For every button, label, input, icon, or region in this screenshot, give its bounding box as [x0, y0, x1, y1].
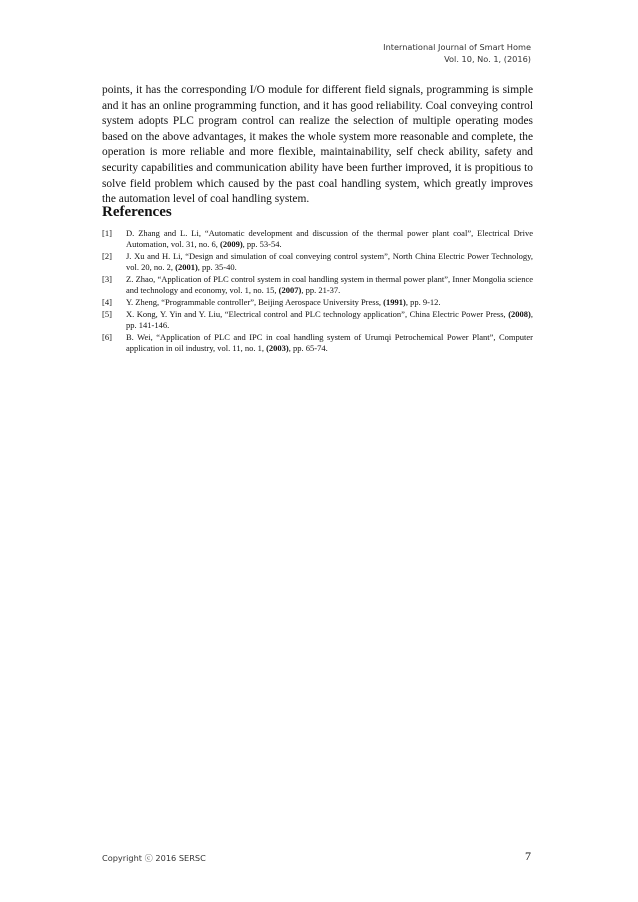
- reference-text: J. Xu and H. Li, “Design and simulation of coal conveying control system”, North China Electric Power Technology, vol. 20, no. 2, (2001), pp. 35-40.: [126, 251, 533, 272]
- running-header: [383, 41, 531, 65]
- reference-number: [1]: [102, 228, 112, 238]
- reference-item: [102, 297, 533, 308]
- reference-year: (2001): [175, 262, 198, 272]
- reference-number: [3]: [102, 274, 112, 284]
- reference-item: [102, 228, 533, 250]
- reference-text: D. Zhang and L. Li, “Automatic development and discussion of the thermal power plant coal”, Electrical Drive Automation, vol. 31, no. 6, (2009), pp. 53-54.: [126, 228, 533, 249]
- reference-item: [102, 332, 533, 354]
- journal-title: International Journal of Smart Home: [383, 42, 531, 52]
- copyright-notice: Copyright ⓒ 2016 SERSC: [102, 853, 206, 863]
- reference-number: [2]: [102, 251, 112, 261]
- reference-number: [4]: [102, 297, 112, 307]
- reference-text: Z. Zhao, “Application of PLC control system in coal handling system in thermal power plant”, Inner Mongolia science and technology and economy, vol. 1, no. 15, (2007), pp. 21-37.: [126, 274, 533, 295]
- journal-volume: Vol. 10, No. 1, (2016): [444, 54, 531, 64]
- reference-text: X. Kong, Y. Yin and Y. Liu, “Electrical control and PLC technology application”, China Electric Power Press, (2008), pp. 141-146.: [126, 309, 533, 330]
- reference-year: (1991): [383, 297, 406, 307]
- page-number: 7: [525, 849, 531, 863]
- reference-number: [5]: [102, 309, 112, 319]
- reference-list: [102, 228, 533, 355]
- reference-item: [102, 251, 533, 273]
- reference-year: (2003): [266, 343, 289, 353]
- reference-year: (2009): [219, 239, 243, 249]
- reference-number: [6]: [102, 332, 112, 342]
- reference-text: B. Wei, “Application of PLC and IPC in coal handling system of Urumqi Petrochemical Power Plant”, Computer application in oil industry, vol. 11, no. 1, (2003), pp. 65-74.: [126, 332, 533, 353]
- reference-text: Y. Zheng, “Programmable controller”, Beijing Aerospace University Press, (1991), pp. 9-12.: [126, 297, 441, 307]
- reference-item: [102, 274, 533, 296]
- references-heading: References: [102, 204, 172, 220]
- reference-year: (2008): [508, 309, 531, 319]
- reference-item: [102, 309, 533, 331]
- reference-year: (2007): [278, 285, 302, 295]
- body-paragraph: points, it has the corresponding I/O module for different field signals, programming is simple and it has an online programming function, and it has good reliability. Coal conveying control system adopts PLC program control can realize the selection of multiple operating modes based on the above advantages, it makes the whole system more reasonable and complete, the operation is more reliable and more flexible, maintainability, self check ability, safety and security capabilities and communication ability have been further improved, it is propitious to solve field problem which caused by the past coal handling system, which greatly improves the automation level of coal handling system.: [102, 84, 533, 206]
